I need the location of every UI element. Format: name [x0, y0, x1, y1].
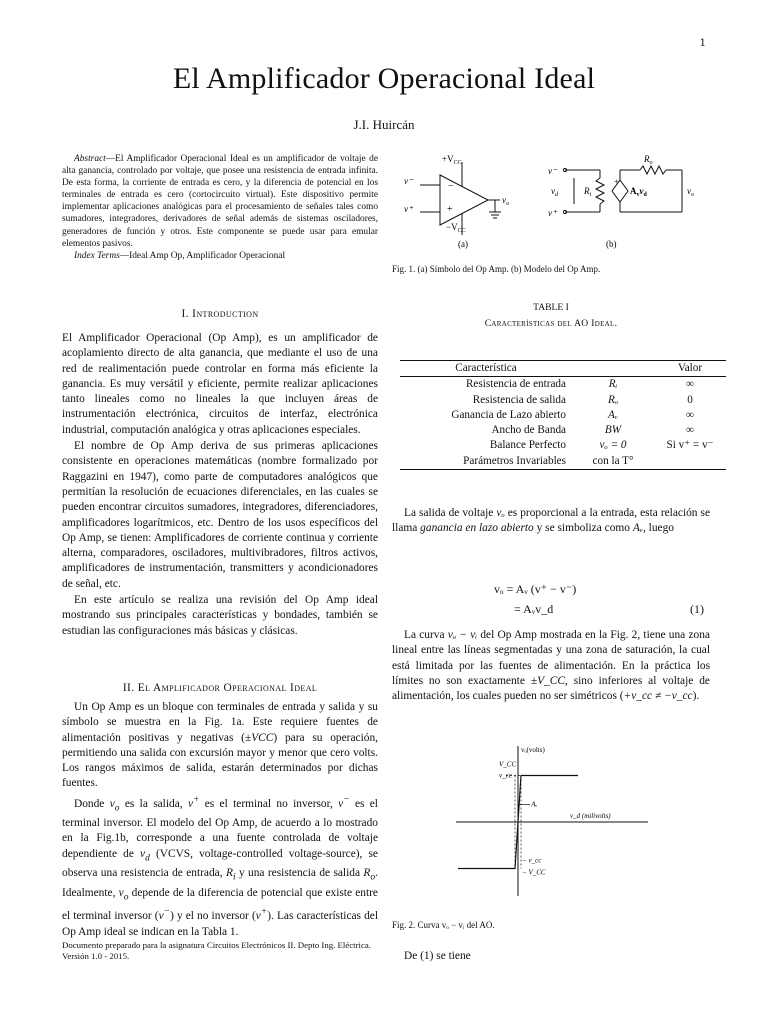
table-header-cell: Característica [400, 361, 572, 377]
v-minus-label: v⁻ [404, 176, 413, 186]
abstract-text: —El Amplificador Operacional Ideal es un amplificador de voltaje de alta ganancia, controlado por voltaje, que posee una resistencia de entrada infinita. De esta forma, la corriente de entrada es cero, y la diferencia de potencial en los terminales de entrada es cero (cortocircuito virtual). Este dispositivo permite implementar aplicaciones analógicas para el procesamiento de señales tales como sumadores, integradores, derivadores de señal además de sistemas osciladores, generadores de función y otros. Este componente se puede usar para emular elementos pasivos. [62, 154, 378, 249]
table-cell: Si v⁺ = v⁻ [666, 439, 714, 452]
equation-number: (1) [690, 602, 704, 616]
closing-line: De (1) se tiene [404, 950, 471, 962]
vo-label: $v_o$ [502, 195, 509, 207]
index-terms-lead: Index Terms [74, 250, 120, 261]
equation-1-line-1: vₒ = Aᵥ (v⁺ − v⁻) [494, 582, 577, 596]
model-ro-label: $R_o$ [644, 154, 653, 166]
v-plus-label: v⁺ [404, 204, 413, 214]
footnote: Documento preparado para la asignatura Circuitos Electrónicos II. Depto Ing. Eléctrica. Versión 1.0 - 2015. [62, 940, 371, 962]
index-terms-text: —Ideal Amp Op, Amplificador Operacional [119, 250, 286, 261]
table-cell: Rₒ [607, 393, 619, 406]
plus-sign: + [447, 204, 453, 215]
vcc-bottom-inner-label: − v_cc [522, 856, 542, 865]
table-header-cell [572, 361, 654, 377]
fig1a-label: (a) [458, 239, 468, 249]
abstract-lead: Abstract [74, 154, 106, 164]
table-cell [654, 454, 726, 470]
minus-sign: − [448, 181, 454, 192]
table-cell: BW [604, 424, 622, 437]
model-v-plus-label: v⁺ [548, 208, 557, 218]
page-number: 1 [699, 38, 706, 49]
vcc-pos-label: $+V_{CC}$ [442, 154, 462, 166]
op-amp-symbol [420, 162, 501, 235]
section-1-body [62, 331, 378, 640]
table-cell: con la T° [572, 454, 654, 470]
vcc-top-inner-label: v_cc [499, 771, 512, 780]
table-row [400, 408, 726, 423]
vcc-neg-label: $-V_{CC}$ [446, 222, 466, 234]
figure-1 [400, 150, 700, 260]
section-heading-2: II. El Amplificador Operacional Ideal [122, 682, 318, 694]
vcc-bottom-label: − V_CC [522, 868, 546, 877]
paragraph: Donde $v_o$ es la salida, v+ es el terminal no inversor, v− es el terminal inversor. El modelo del Op Amp, de acuerdo a lo mostrado en la Fig.1b, corresponde a una fuente controlada de voltaje dependiente de $v_d$ (VCVS, voltage-controlled voltage-source), se observa una resistencia de entrada, $R_i$ y una resistencia de salida $R_o$. Idealmente, $v_o$ depende de la diferencia de potencial que existe entre el terminal inversor (v−) y el no inversor (v+). Las características del Op Amp ideal se indican en la Tabla 1. [62, 794, 378, 938]
table-cell: Rᵢ [608, 378, 618, 391]
table-cell: 0 [687, 393, 693, 406]
table-cell: Resistencia de salida [472, 393, 566, 406]
equation-1-line-2: = Aᵥv_d [514, 602, 554, 616]
model-v-minus-label: v⁻ [548, 166, 557, 176]
author: J.I. Huircán [353, 117, 415, 132]
table-1-title: TABLE I [533, 302, 569, 313]
paragraph: El nombre de Op Amp deriva de sus primeras aplicaciones consistente en operaciones matemáticas (nombre formalizado por Raggazini en 1947), como parte de computadores analógicos que permitían la resolución de ecuaciones diferenciales, en las cuales se pueden encontrar circuitos sumadores, integradores, diferenciadores, amplificadores logarítmicos, etc. Dentro de los usos específicos del Op Amp, se tienen: Amplificadores de corriente continua y corriente alterna, comparadores, osciladores, multivibradores, filtros activos, amplificadores de instrumentación, transmitters y acondicionadores de señal, etc. [62, 440, 378, 590]
x-axis-label: v_d (milivolts) [570, 812, 611, 820]
paragraph: El Amplificador Operacional (Op Amp), es un amplificador de acoplamiento directo de alta ganancia, que mediante el uso de una red de realimentación puede controlar en forma más eficiente la ganancia. Es muy versátil y eficiente, permite realizar aplicaciones tanto lineales como no lineales la que incluyen áreas de instrumentación electrónica, circuitos de interfaz, electrónica industrial, computación analógica y otras aplicaciones especiales. [62, 332, 378, 436]
right-paragraph-2 [392, 628, 710, 705]
paragraph: Un Op Amp es un bloque con terminales de entrada y salida y su símbolo se muestra en la Fig. 1a. Este requiere fuentes de alimentación positivas y negativas (±VCC) para su operación, permitiendo una salida con excursión mayor y menor que cero volts. Los rangos máximos de salida, estarán determinados por dichas fuentes. [62, 701, 378, 790]
model-ri-label: $R_i$ [584, 186, 592, 198]
table-header-cell: Valor [654, 361, 726, 377]
table-header-row [400, 361, 726, 377]
paper-title: El Amplificador Operacional Ideal [172, 62, 596, 95]
figure-1-caption: Fig. 1. (a) Símbolo del Op Amp. (b) Modelo del Op Amp. [392, 264, 601, 274]
paragraph: La curva vₒ − vᵢ del Op Amp mostrada en la Fig. 2, tiene una zona lineal entre las líneas segmentadas y una zona de saturación, la cual está limitada por las fuentes de alimentación. En la práctica los límites no son exactamente ±V_CC, sino inferiores al voltaje de alimentación, los cuales pueden no ser simétricos (+v_cc ≠ −v_cc). [392, 629, 710, 703]
fig1b-label: (b) [606, 239, 617, 249]
table-row [400, 454, 726, 470]
section-heading-1: I. Introduction [181, 308, 259, 320]
y-axis-label: vₒ(volts) [521, 746, 545, 754]
table-cell: ∞ [686, 424, 694, 437]
figure-2-caption: Fig. 2. Curva vₒ − vᵢ del AO. [392, 920, 495, 930]
op-amp-model [563, 166, 682, 214]
table-row [400, 377, 726, 393]
vcc-symbol: VCC [251, 731, 274, 744]
table-cell: ∞ [686, 378, 694, 391]
table-row [400, 423, 726, 438]
table-1-caption: Características del AO Ideal. [484, 318, 618, 329]
table-cell: Aᵥ [608, 408, 618, 421]
table-cell: Parámetros Invariables [400, 454, 572, 470]
table-cell: vₒ = 0 [599, 439, 627, 452]
model-av-vd-label: $A_vv_d$ [630, 186, 647, 198]
model-vd-label: $v_d$ [551, 186, 558, 198]
table-row [400, 393, 726, 408]
table-1 [400, 360, 726, 470]
table-cell: ∞ [686, 408, 694, 421]
paragraph: En este artículo se realiza una revisión del Op Amp ideal mostrando sus principales características y bondades, también se estudian las configuraciones más básicas y clásicas. [62, 594, 378, 637]
table-cell: Ganancia de Lazo abierto [451, 408, 566, 421]
characteristics-table [400, 360, 726, 470]
abstract [62, 153, 378, 262]
table-cell: Resistencia de entrada [465, 378, 566, 391]
table-row [400, 438, 726, 453]
paragraph: La salida de voltaje vₒ es proporcional a la entrada, esta relación se llama ganancia en lazo abierto y se simboliza como Aᵥ, luego [392, 507, 710, 535]
vcc-top-label: V_CC [499, 760, 517, 769]
model-vo-label: $v_o$ [687, 186, 694, 198]
slope-label: Aᵥ [531, 800, 538, 809]
right-paragraph-1 [392, 506, 710, 538]
model-plus-sign: + [614, 177, 619, 186]
section-2-body [62, 700, 378, 941]
table-cell: Ancho de Banda [491, 424, 566, 437]
table-cell: Balance Perfecto [489, 439, 566, 452]
figure-2-chart [452, 740, 652, 900]
